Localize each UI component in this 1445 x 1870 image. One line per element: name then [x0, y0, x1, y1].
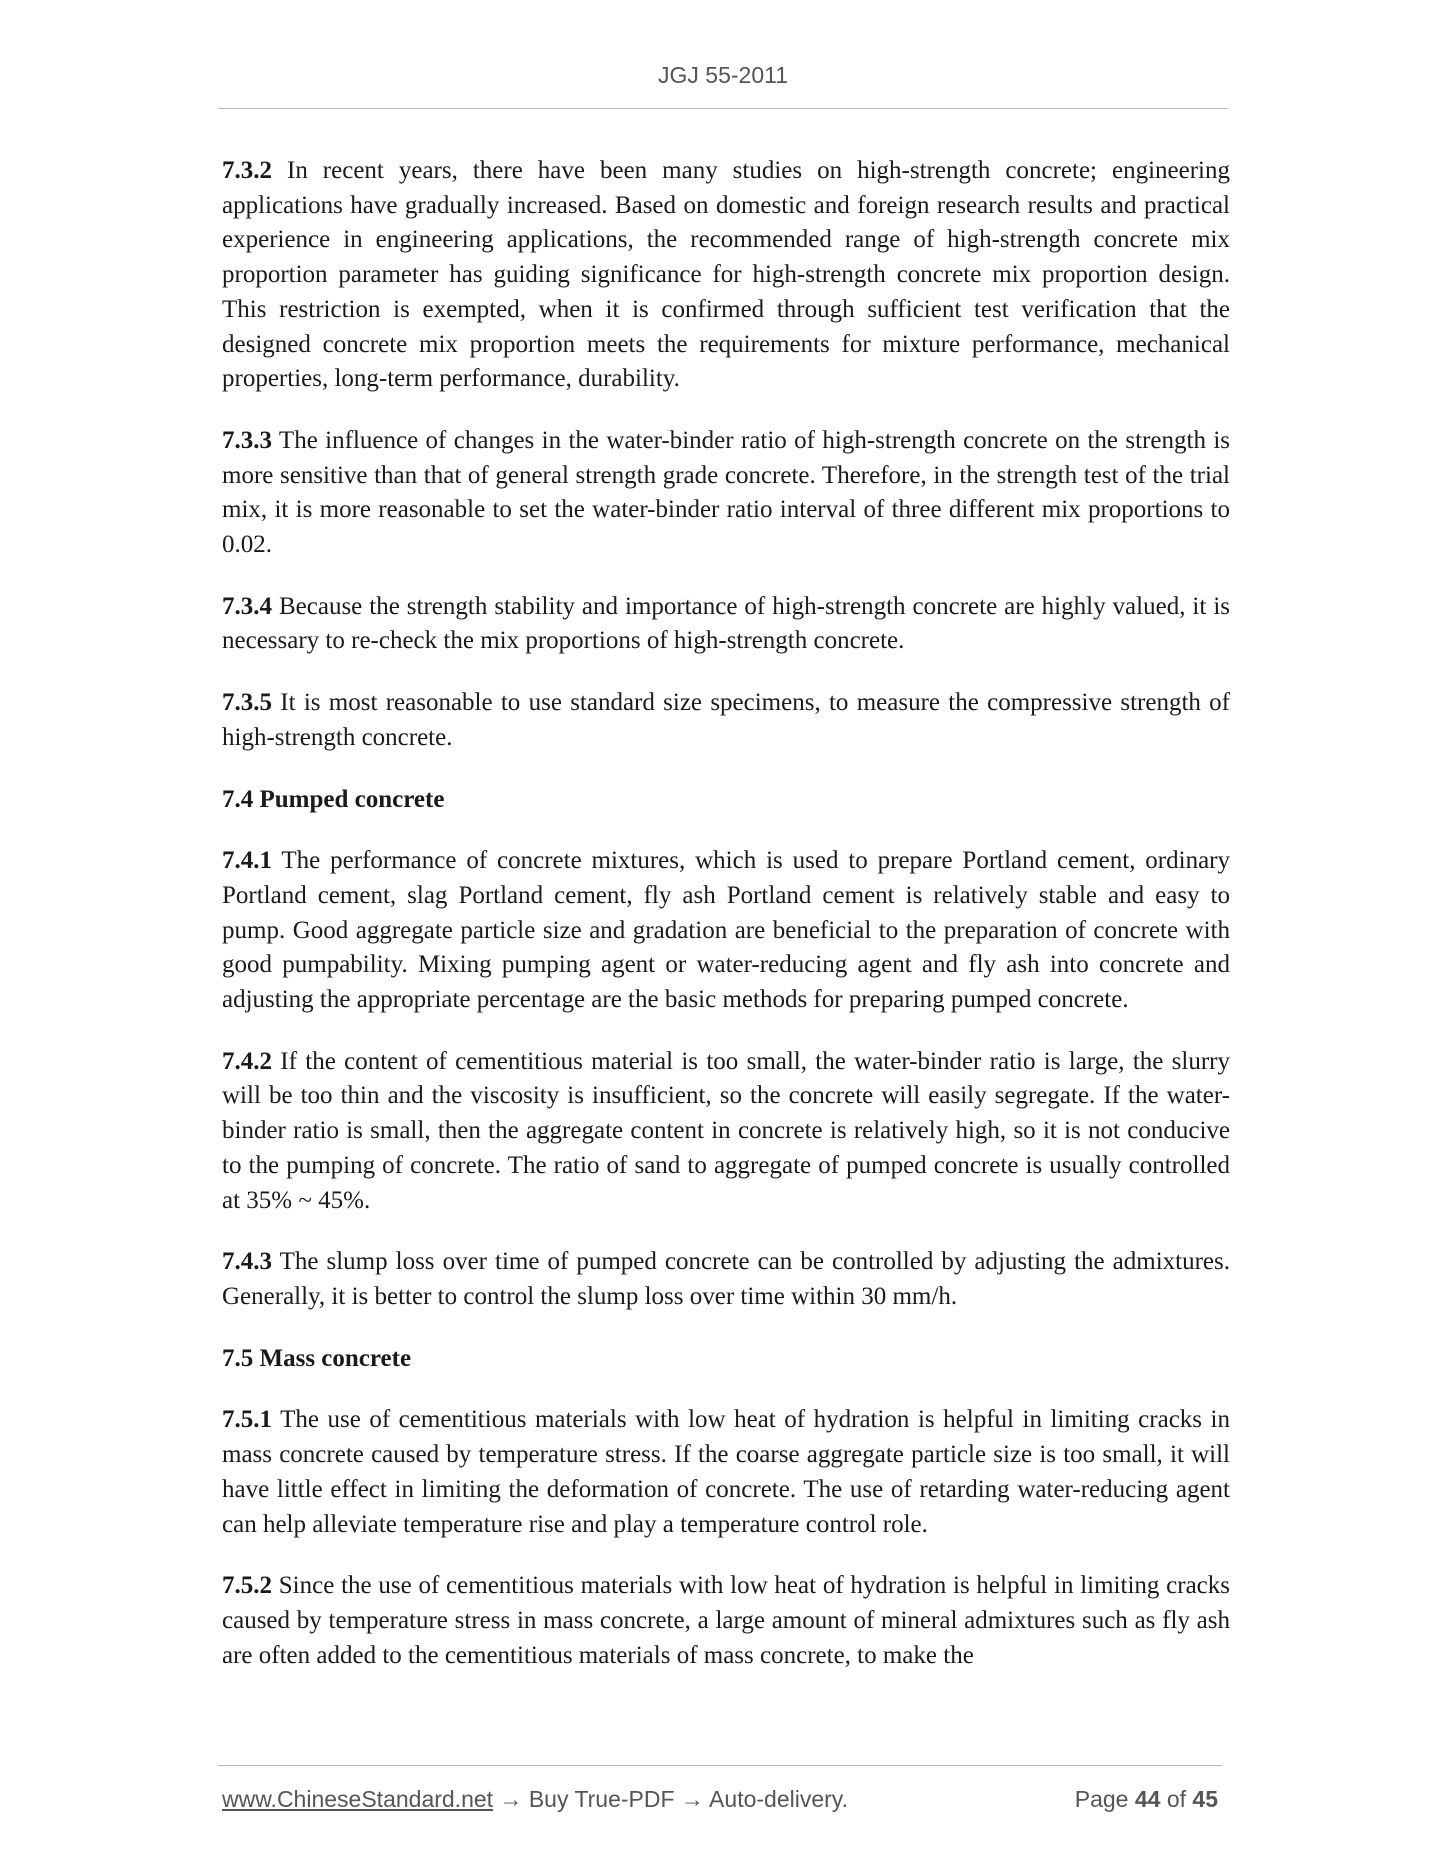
clause-number: 7.4.2 — [222, 1047, 272, 1075]
clause-text: Because the strength stability and importance of high-strength concrete are highly valued, it is necessary to re-check the mix proportions of high-strength concrete. — [222, 592, 1230, 655]
clause-number: 7.3.2 — [222, 157, 272, 184]
section-heading-7-4: 7.4 Pumped concrete — [222, 785, 445, 813]
page-total: 45 — [1192, 1786, 1218, 1812]
page-of-label: of — [1160, 1786, 1193, 1812]
header-divider — [218, 108, 1228, 109]
page-header: JGJ 55-2011 — [658, 62, 788, 88]
document-body — [222, 154, 1230, 1700]
page-footer — [222, 1786, 1222, 1813]
clause-text: In recent years, there have been many studies on high-strength concrete; engineering applications have gradually increased. Based on domestic and foreign research results and practical experience in engineering applications, the recommended range of high-strength concrete mix proportion parameter has guiding significance for high-strength concrete mix proportion design. This restriction is exempted, when it is confirmed through sufficient test verification that the designed concrete mix proportion meets the requirements for mixture performance, mechanical properties, long-term performance, durability. — [222, 157, 1230, 393]
clause-number: 7.5.1 — [222, 1406, 272, 1434]
clause-number: 7.5.2 — [222, 1572, 272, 1600]
section-heading-7-5: 7.5 Mass concrete — [222, 1344, 412, 1372]
clause-text: The slump loss over time of pumped concrete can be controlled by adjusting the admixtures. Generally, it is better to control the slump loss over time within 30 mm/h. — [222, 1248, 1230, 1310]
clause-text: The influence of changes in the water-binder ratio of high-strength concrete on the strength is more sensitive than that of general strength grade concrete. Therefore, in the strength test of the trial mix, it is more reasonable to set the water-binder ratio interval of three different mix proportions to 0.02. — [222, 426, 1230, 559]
clause-text: The performance of concrete mixtures, which is used to prepare Portland cement, ordinary Portland cement, slag Portland cement, fly ash Portland cement is relatively stable and easy to pump. Good aggregate particle size and gradation are beneficial to the preparation of concrete with good pumpability. Mixing pumping agent or water-reducing agent and fly ash into concrete and adjusting the appropriate percentage are the basic methods for preparing pumped concrete. — [222, 847, 1230, 1014]
page-label: Page — [1074, 1786, 1135, 1812]
clause-7-5-1 — [222, 1403, 1230, 1542]
page-number — [1075, 1786, 1218, 1813]
website-link[interactable]: www.ChineseStandard.net — [222, 1786, 494, 1812]
clause-7-3-2 — [222, 154, 1230, 397]
clause-7-3-4 — [222, 590, 1230, 659]
clause-number: 7.4.1 — [222, 847, 272, 875]
clause-7-3-3 — [222, 424, 1230, 563]
clause-number: 7.3.4 — [222, 592, 272, 620]
clause-text: If the content of cementitious material is too small, the water-binder ratio is large, the slurry will be too thin and the viscosity is insufficient, so the concrete will easily segregate. If the water-binder ratio is small, then the aggregate content in concrete is relatively high, so it is not conducive to the pumping of concrete. The ratio of sand to aggregate of pumped concrete is usually controlled at 35% ~ 45%. — [222, 1047, 1230, 1214]
page-current: 44 — [1134, 1786, 1161, 1812]
footer-divider — [218, 1765, 1222, 1766]
clause-text: The use of cementitious materials with low heat of hydration is helpful in limiting cracks in mass concrete caused by temperature stress. If the coarse aggregate particle size is too small, it will have little effect in limiting the deformation of concrete. The use of retarding water-reducing agent can help alleviate temperature rise and play a temperature control role. — [222, 1406, 1230, 1538]
clause-number: 7.4.3 — [222, 1248, 272, 1276]
clause-number: 7.3.5 — [222, 689, 272, 717]
promo-text: → Buy True-PDF → Auto-delivery. — [493, 1786, 848, 1812]
clause-text: It is most reasonable to use standard size specimens, to measure the compressive strength of high-strength concrete. — [222, 689, 1230, 751]
clause-7-4-3 — [222, 1245, 1230, 1314]
clause-7-4-2 — [222, 1045, 1230, 1219]
clause-7-5-2 — [222, 1569, 1230, 1673]
clause-7-3-5 — [222, 686, 1230, 755]
clause-7-4-1 — [222, 844, 1230, 1018]
clause-number: 7.3.3 — [222, 426, 272, 454]
clause-text: Since the use of cementitious materials with low heat of hydration is helpful in limiting cracks caused by temperature stress in mass concrete, a large amount of mineral admixtures such as fly ash are often added to the cementitious materials of mass concrete, to make the — [222, 1572, 1230, 1669]
